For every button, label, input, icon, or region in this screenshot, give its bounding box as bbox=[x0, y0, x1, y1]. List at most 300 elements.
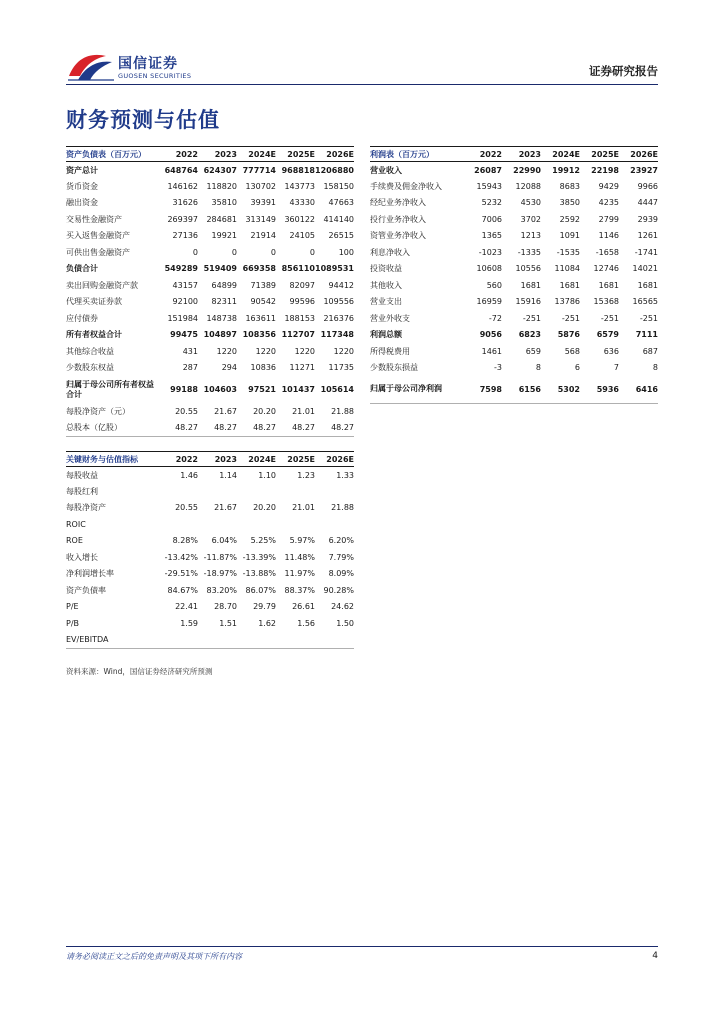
row-label: 所有者权益合计 bbox=[66, 330, 122, 340]
table-row bbox=[66, 343, 354, 360]
row-value: 20.20 bbox=[253, 503, 276, 513]
row-value: 158150 bbox=[323, 181, 354, 191]
row-value: 21.67 bbox=[214, 406, 237, 416]
row-value: 3850 bbox=[559, 198, 580, 208]
row-value: 519409 bbox=[203, 264, 237, 274]
table-row bbox=[370, 178, 658, 195]
table-row bbox=[370, 244, 658, 261]
row-value: -13.88% bbox=[242, 569, 276, 579]
table-row bbox=[370, 277, 658, 294]
row-label: 每股红利 bbox=[66, 486, 98, 496]
table-row bbox=[66, 376, 354, 403]
data-source-note: 资料来源：Wind，国信证券经济研究所预测 bbox=[66, 667, 213, 676]
row-value: -29.51% bbox=[164, 569, 198, 579]
row-value: 7111 bbox=[635, 330, 658, 340]
row-value: 84.67% bbox=[167, 585, 198, 595]
footer-disclaimer: 请务必阅读正文之后的免责声明及其项下所有内容 bbox=[66, 952, 242, 961]
row-value bbox=[276, 632, 315, 649]
row-value: 1.59 bbox=[180, 618, 198, 628]
row-value: 8683 bbox=[559, 181, 580, 191]
table-row bbox=[66, 467, 354, 484]
row-label: 负债合计 bbox=[66, 264, 98, 274]
row-value: 1.51 bbox=[219, 618, 237, 628]
row-value: 21.01 bbox=[292, 406, 315, 416]
table-row bbox=[370, 327, 658, 344]
row-value bbox=[198, 483, 237, 500]
row-value: 1681 bbox=[598, 280, 619, 290]
row-value: 5876 bbox=[557, 330, 580, 340]
row-value: 48.27 bbox=[175, 423, 198, 432]
row-label: ROIC bbox=[66, 519, 86, 529]
row-value: 48.27 bbox=[253, 423, 276, 432]
table-row bbox=[66, 403, 354, 420]
row-label: 净利润增长率 bbox=[66, 569, 114, 579]
table-row bbox=[66, 178, 354, 195]
row-value: 10556 bbox=[515, 264, 541, 274]
row-value: 1365 bbox=[481, 231, 502, 241]
balance-sheet-title: 资产负债表（百万元） bbox=[66, 149, 146, 159]
page-number: 4 bbox=[652, 951, 658, 961]
row-label: 资产负债率 bbox=[66, 585, 106, 595]
row-value: 151984 bbox=[167, 313, 198, 323]
balance-sheet-year-header: 2025E bbox=[287, 149, 315, 159]
row-value: -1741 bbox=[634, 247, 658, 257]
row-value: -251 bbox=[561, 313, 580, 323]
row-label: P/B bbox=[66, 618, 80, 628]
row-value: 360122 bbox=[284, 214, 315, 224]
income-statement-year-header: 2022 bbox=[479, 149, 502, 159]
row-value: 9056 bbox=[479, 330, 502, 340]
row-value: 108356 bbox=[242, 330, 276, 340]
table-row bbox=[370, 228, 658, 245]
row-label: 融出资金 bbox=[66, 198, 98, 208]
row-value: 104897 bbox=[203, 330, 237, 340]
row-value: -13.42% bbox=[164, 552, 198, 562]
row-value: 24.62 bbox=[331, 602, 354, 612]
row-value: 22990 bbox=[513, 165, 541, 175]
row-value: 5.25% bbox=[250, 536, 276, 546]
row-label: 买入返售金融资产 bbox=[66, 231, 130, 241]
row-value: 1.10 bbox=[258, 470, 276, 480]
row-value: 112707 bbox=[281, 330, 315, 340]
row-value: 99596 bbox=[289, 297, 315, 307]
row-value: 21.88 bbox=[331, 406, 354, 416]
row-value: 1.46 bbox=[180, 470, 198, 480]
row-value: 1681 bbox=[637, 280, 658, 290]
row-value: 14021 bbox=[632, 264, 658, 274]
row-label: 归属于母公司净利润 bbox=[370, 384, 442, 394]
row-value: 6.20% bbox=[328, 536, 354, 546]
row-value: 4530 bbox=[520, 198, 541, 208]
row-value: 24105 bbox=[289, 231, 315, 241]
row-value: 90.28% bbox=[323, 585, 354, 595]
row-value: 28.70 bbox=[214, 602, 237, 612]
row-value: 90542 bbox=[250, 297, 276, 307]
row-value bbox=[159, 632, 198, 649]
row-value: 94412 bbox=[328, 280, 354, 290]
row-value: 856110 bbox=[281, 264, 315, 274]
key-metrics-table bbox=[66, 451, 354, 649]
balance-sheet-year-header: 2026E bbox=[326, 149, 354, 159]
row-value: 1220 bbox=[216, 346, 237, 356]
row-value: 10608 bbox=[476, 264, 502, 274]
row-label: 应付债券 bbox=[66, 313, 98, 323]
row-value: 20.55 bbox=[175, 406, 198, 416]
row-value: 568 bbox=[564, 346, 580, 356]
table-row bbox=[66, 261, 354, 278]
row-value: 11.97% bbox=[284, 569, 315, 579]
row-value: 26087 bbox=[474, 165, 502, 175]
row-value: 6416 bbox=[635, 384, 658, 394]
row-value: 11735 bbox=[328, 363, 354, 373]
row-value: 968818 bbox=[281, 165, 315, 175]
key-metrics-header-row bbox=[66, 452, 354, 467]
balance-sheet-year-header: 2024E bbox=[248, 149, 276, 159]
row-value: 5.97% bbox=[289, 536, 315, 546]
row-value bbox=[159, 516, 198, 533]
row-value: -1535 bbox=[556, 247, 580, 257]
row-value: 1681 bbox=[520, 280, 541, 290]
row-label: 营业支出 bbox=[370, 297, 402, 307]
row-value: 117348 bbox=[320, 330, 354, 340]
row-label: 少数股东损益 bbox=[370, 363, 418, 373]
footer-divider bbox=[66, 946, 658, 947]
row-value bbox=[159, 483, 198, 500]
table-row bbox=[66, 615, 354, 632]
row-label: 手续费及佣金净收入 bbox=[370, 181, 442, 191]
row-value: -251 bbox=[522, 313, 541, 323]
row-value: 8 bbox=[652, 363, 658, 373]
row-value: 92100 bbox=[172, 297, 198, 307]
table-row bbox=[66, 549, 354, 566]
table-row bbox=[66, 500, 354, 517]
table-row bbox=[66, 244, 354, 261]
table-row bbox=[66, 277, 354, 294]
row-value: 9966 bbox=[637, 181, 658, 191]
table-row bbox=[66, 195, 354, 212]
row-value: 11271 bbox=[289, 363, 315, 373]
income-statement-title: 利润表（百万元） bbox=[370, 149, 434, 159]
row-value: 669358 bbox=[242, 264, 276, 274]
row-value: 216376 bbox=[323, 313, 354, 323]
row-value: 7 bbox=[613, 363, 619, 373]
row-value: 20.20 bbox=[253, 406, 276, 416]
table-row bbox=[370, 211, 658, 228]
table-row bbox=[66, 533, 354, 550]
row-label: 投行业务净收入 bbox=[370, 214, 426, 224]
row-label: 可供出售金融资产 bbox=[66, 247, 130, 257]
row-value: 1.14 bbox=[219, 470, 237, 480]
key-metrics-year-header: 2022 bbox=[175, 454, 198, 464]
row-value bbox=[237, 483, 276, 500]
row-value: 431 bbox=[182, 346, 198, 356]
table-row bbox=[66, 632, 354, 649]
row-label: 经纪业务净收入 bbox=[370, 198, 426, 208]
row-value: 146162 bbox=[167, 181, 198, 191]
row-value: -251 bbox=[639, 313, 658, 323]
logo-text-en: GUOSEN SECURITIES bbox=[118, 72, 192, 80]
row-value: 6.04% bbox=[211, 536, 237, 546]
table-row bbox=[370, 294, 658, 311]
row-value: 82097 bbox=[289, 280, 315, 290]
row-value bbox=[276, 483, 315, 500]
row-value: 99188 bbox=[170, 385, 198, 394]
row-value: -3 bbox=[494, 363, 502, 373]
row-value: 83.20% bbox=[206, 585, 237, 595]
row-value: 12746 bbox=[593, 264, 619, 274]
row-label: 少数股东权益 bbox=[66, 363, 114, 373]
row-label: 货币资金 bbox=[66, 181, 98, 191]
table-row bbox=[66, 566, 354, 583]
row-label: EV/EBITDA bbox=[66, 635, 109, 644]
row-value: 1213 bbox=[520, 231, 541, 241]
row-value: 2799 bbox=[598, 214, 619, 224]
table-row bbox=[66, 211, 354, 228]
table-row bbox=[66, 599, 354, 616]
row-value: -1023 bbox=[478, 247, 502, 257]
table-row bbox=[370, 162, 658, 179]
row-value: 23927 bbox=[630, 165, 658, 175]
report-type-label: 证券研究报告 bbox=[589, 64, 658, 78]
row-label: 资管业务净收入 bbox=[370, 231, 426, 241]
row-value: 414140 bbox=[323, 214, 354, 224]
key-metrics-year-header: 2026E bbox=[326, 454, 354, 464]
row-value: 636 bbox=[603, 346, 619, 356]
row-value: 88.37% bbox=[284, 585, 315, 595]
row-value: 8.28% bbox=[172, 536, 198, 546]
row-value: 659 bbox=[525, 346, 541, 356]
row-value: 0 bbox=[309, 247, 315, 257]
table-row bbox=[370, 195, 658, 212]
income-statement-year-header: 2023 bbox=[518, 149, 541, 159]
table-row bbox=[66, 582, 354, 599]
row-value: 1681 bbox=[559, 280, 580, 290]
balance-sheet-year-header: 2023 bbox=[214, 149, 237, 159]
row-value: 287 bbox=[182, 363, 198, 373]
row-value: 3702 bbox=[520, 214, 541, 224]
key-metrics-year-header: 2024E bbox=[248, 454, 276, 464]
row-value: 31626 bbox=[172, 198, 198, 208]
row-value bbox=[237, 516, 276, 533]
row-label: 收入增长 bbox=[66, 552, 98, 562]
header-divider bbox=[66, 84, 658, 85]
row-label: 卖出回购金融资产款 bbox=[66, 280, 138, 290]
row-value: 118820 bbox=[206, 181, 237, 191]
row-value: 22198 bbox=[591, 165, 619, 175]
row-label: 每股收益 bbox=[66, 470, 98, 480]
row-value: 163611 bbox=[245, 313, 276, 323]
row-value: 294 bbox=[221, 363, 237, 373]
row-value: 1.33 bbox=[336, 470, 354, 480]
row-label: 资产总计 bbox=[66, 165, 98, 175]
row-value: 43157 bbox=[172, 280, 198, 290]
row-value: 4235 bbox=[598, 198, 619, 208]
row-value: 0 bbox=[231, 247, 237, 257]
row-label: 归属于母公司所有者权益合计 bbox=[66, 379, 154, 399]
key-metrics-year-header: 2023 bbox=[214, 454, 237, 464]
table-row bbox=[66, 294, 354, 311]
row-value: 648764 bbox=[164, 165, 198, 175]
row-value: 26.61 bbox=[292, 602, 315, 612]
row-value: 5232 bbox=[481, 198, 502, 208]
row-value: 82311 bbox=[211, 297, 237, 307]
row-label: 每股净资产（元） bbox=[66, 406, 130, 416]
row-value: 2592 bbox=[559, 214, 580, 224]
row-value: 1220 bbox=[255, 346, 276, 356]
row-value: 16959 bbox=[476, 297, 502, 307]
row-value: 101437 bbox=[281, 385, 315, 394]
row-value: 1.56 bbox=[297, 618, 315, 628]
row-value: 188153 bbox=[284, 313, 315, 323]
row-value: 19921 bbox=[211, 231, 237, 241]
row-value: 130702 bbox=[245, 181, 276, 191]
row-value: 21.88 bbox=[331, 503, 354, 513]
key-metrics-year-header: 2025E bbox=[287, 454, 315, 464]
row-value: -11.87% bbox=[203, 552, 237, 562]
row-value: 777714 bbox=[242, 165, 276, 175]
table-row bbox=[370, 343, 658, 360]
income-statement-year-header: 2026E bbox=[630, 149, 658, 159]
row-value: 15368 bbox=[593, 297, 619, 307]
row-value bbox=[315, 483, 354, 500]
row-value: -18.97% bbox=[203, 569, 237, 579]
row-value: -72 bbox=[488, 313, 502, 323]
table-row bbox=[66, 420, 354, 437]
row-label: 交易性金融资产 bbox=[66, 214, 122, 224]
row-value: 1.23 bbox=[297, 470, 315, 480]
table-row bbox=[66, 327, 354, 344]
row-value: 148738 bbox=[206, 313, 237, 323]
table-row bbox=[66, 516, 354, 533]
row-value: 20.55 bbox=[175, 503, 198, 513]
row-value: 5302 bbox=[557, 384, 580, 394]
row-value: 64899 bbox=[211, 280, 237, 290]
row-value: 29.79 bbox=[253, 602, 276, 612]
row-value: 27136 bbox=[172, 231, 198, 241]
row-value: 2939 bbox=[637, 214, 658, 224]
row-value: 35810 bbox=[211, 198, 237, 208]
row-label: 每股净资产 bbox=[66, 503, 106, 513]
row-value: 21.67 bbox=[214, 503, 237, 513]
row-value: 549289 bbox=[164, 264, 198, 274]
row-label: 所得税费用 bbox=[370, 346, 410, 356]
row-label: ROE bbox=[66, 536, 83, 546]
balance-sheet-table bbox=[66, 146, 354, 437]
row-value: 16565 bbox=[632, 297, 658, 307]
row-value bbox=[198, 632, 237, 649]
row-value: 109556 bbox=[323, 297, 354, 307]
row-value: 1220 bbox=[333, 346, 354, 356]
balance-sheet-header-row bbox=[66, 147, 354, 162]
row-value: 624307 bbox=[203, 165, 237, 175]
table-row bbox=[66, 483, 354, 500]
row-label: 其他综合收益 bbox=[66, 346, 114, 356]
row-label: 代理买卖证券款 bbox=[66, 297, 122, 307]
row-value: 105614 bbox=[320, 385, 354, 394]
table-row bbox=[370, 376, 658, 403]
row-value: 1.50 bbox=[336, 618, 354, 628]
row-value: 6823 bbox=[518, 330, 541, 340]
row-value bbox=[198, 516, 237, 533]
row-label: 营业外收支 bbox=[370, 313, 410, 323]
row-value: 39391 bbox=[250, 198, 276, 208]
row-value: 6 bbox=[574, 363, 580, 373]
row-value: 6156 bbox=[518, 384, 541, 394]
row-value: 8 bbox=[535, 363, 541, 373]
row-value bbox=[237, 632, 276, 649]
row-value: 9429 bbox=[598, 181, 619, 191]
row-value: 11084 bbox=[554, 264, 580, 274]
guosen-logo bbox=[66, 50, 206, 84]
row-value: 99475 bbox=[170, 330, 198, 340]
row-value: 26515 bbox=[328, 231, 354, 241]
row-label: 投资收益 bbox=[370, 264, 402, 274]
row-value: 1461 bbox=[481, 346, 502, 356]
row-value: 7598 bbox=[479, 384, 502, 394]
key-metrics-title: 关键财务与估值指标 bbox=[66, 454, 138, 464]
row-value: 560 bbox=[486, 280, 502, 290]
table-row bbox=[66, 162, 354, 179]
row-value: 687 bbox=[642, 346, 658, 356]
income-statement-header-row bbox=[370, 147, 658, 162]
income-statement-year-header: 2025E bbox=[591, 149, 619, 159]
row-value: 7006 bbox=[481, 214, 502, 224]
row-value: 48.27 bbox=[331, 423, 354, 432]
row-value: 97521 bbox=[248, 385, 276, 394]
row-value: 269397 bbox=[167, 214, 198, 224]
row-value: 11.48% bbox=[284, 552, 315, 562]
row-value: 1.62 bbox=[258, 618, 276, 628]
row-value: 1220 bbox=[294, 346, 315, 356]
table-row bbox=[370, 360, 658, 377]
row-value: 13786 bbox=[554, 297, 580, 307]
row-value: 71389 bbox=[250, 280, 276, 290]
row-value: 21914 bbox=[250, 231, 276, 241]
row-value: 104603 bbox=[203, 385, 237, 394]
row-value: 1146 bbox=[598, 231, 619, 241]
row-label: 利息净收入 bbox=[370, 247, 410, 257]
row-value: 5936 bbox=[596, 384, 619, 394]
row-label: 其他收入 bbox=[370, 280, 402, 290]
table-row bbox=[66, 360, 354, 377]
row-value: 15943 bbox=[476, 181, 502, 191]
logo-text-cn: 国信证券 bbox=[118, 56, 178, 72]
row-label: P/E bbox=[66, 602, 79, 612]
row-value: -251 bbox=[600, 313, 619, 323]
row-value: 6579 bbox=[596, 330, 619, 340]
row-label: 总股本（亿股） bbox=[66, 423, 122, 432]
table-row bbox=[66, 310, 354, 327]
row-value: 7.79% bbox=[328, 552, 354, 562]
row-value bbox=[315, 516, 354, 533]
row-value: 143773 bbox=[284, 181, 315, 191]
row-value: 15916 bbox=[515, 297, 541, 307]
row-value: 8.09% bbox=[328, 569, 354, 579]
row-value: 100 bbox=[338, 247, 354, 257]
row-value: 313149 bbox=[245, 214, 276, 224]
page-header bbox=[66, 50, 658, 84]
row-value: 48.27 bbox=[292, 423, 315, 432]
row-value: 4447 bbox=[637, 198, 658, 208]
row-value: 21.01 bbox=[292, 503, 315, 513]
row-value: 43330 bbox=[289, 198, 315, 208]
row-label: 营业收入 bbox=[370, 165, 402, 175]
row-value: 0 bbox=[270, 247, 276, 257]
row-value: 1089531 bbox=[315, 264, 354, 274]
table-row bbox=[370, 310, 658, 327]
row-value: 10836 bbox=[250, 363, 276, 373]
row-value: 1261 bbox=[637, 231, 658, 241]
